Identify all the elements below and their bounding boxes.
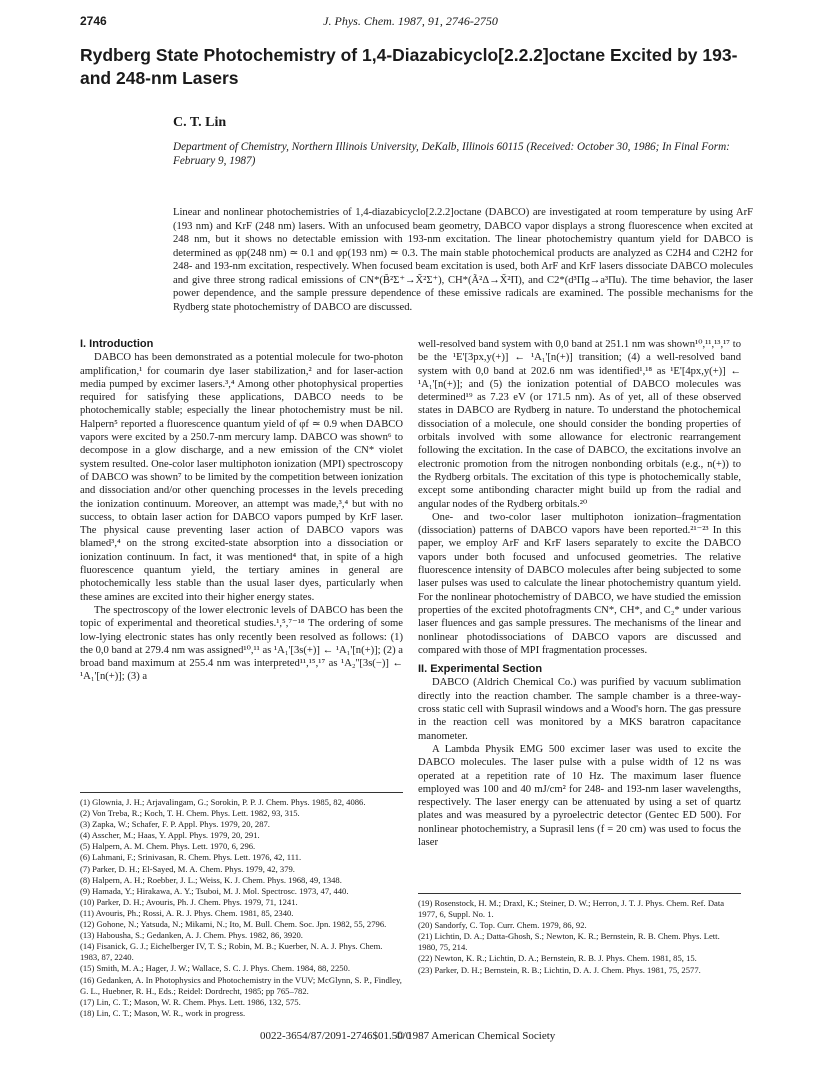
reference-item: (11) Avouris, Ph.; Rossi, A. R. J. Phys. Chem. 1981, 85, 2340.: [80, 907, 294, 918]
reference-item: (15) Smith, M. A.; Hager, J. W.; Wallace, S. C. J. Phys. Chem. 1984, 88, 2250.: [80, 963, 350, 974]
reference-item: (10) Parker, D. H.; Avouris, Ph. J. Chem. Phys. 1979, 71, 1241.: [80, 896, 298, 907]
left-references: [80, 797, 403, 1019]
reference-item: (14) Fisanick, G. J.; Eichelberger IV, T. S.; Robin, M. B.; Kuerber, N. A. J. Phys. Chem. 1983, 87, 2240.: [80, 941, 383, 963]
reference-item: (4) Asscher, M.; Haas, Y. Appl. Phys. 1979, 20, 291.: [80, 830, 260, 841]
right-footnote-rule: [418, 893, 741, 894]
reference-item: (6) Lahmani, F.; Srinivasan, R. Chem. Phys. Lett. 1976, 42, 111.: [80, 852, 302, 863]
footer-code: 0022-3654/87/2091-2746$01.50/0: [260, 1030, 412, 1042]
reference-item: (2) Von Treba, R.; Koch, T. H. Chem. Phys. Lett. 1982, 93, 315.: [80, 808, 300, 819]
reference-item: (23) Parker, D. H.; Bernstein, R. B.; Lichtin, D. A. J. Chem. Phys. 1981, 75, 2577.: [418, 964, 701, 975]
reference-item: (3) Zapka, W.; Schafer, F. P. Appl. Phys. 1979, 20, 287.: [80, 819, 270, 830]
right-paragraph-2: One- and two-color laser multiphoton ionization–fragmentation (dissociation) patterns of DABCO vapors have been reported.²¹⁻²³ In this paper, we employ ArF and KrF lasers separately to excite the DABCO vapors under both focused and unfocused geometries. The relative fluorescence intensity of DABCO molecules after being subjected to some laser pulses was used to calculate the linear photochemistry quantum yield. For the nonlinear photochemistry of DABCO, we have studied the emission properties of the excited photofragments CN*, CH*, and C₂* under various laser fluences and gas sample pressures. The mechanisms of the linear and nonlinear photodissociations of DABCO vapors are discussed and compared with those of MPI fragmentation processes.: [418, 511, 741, 656]
reference-item: (16) Gedanken, A. In Photophysics and Photochemistry in the VUV; McGlynn, S. P., Findley, G. L., Huebner, R. H., Eds.; Reidel: Dordrecht, 1985; pp 765–782.: [80, 974, 402, 996]
right-references: [418, 898, 741, 976]
reference-item: (19) Rosenstock, H. M.; Draxl, K.; Steiner, D. W.; Herron, J. T. J. Phys. Chem. Ref. Data 1977, 6, Suppl. No. 1.: [418, 898, 725, 920]
footer-copyright: © 1987 American Chemical Society: [396, 1030, 556, 1042]
reference-item: (1) Glownia, J. H.; Arjavalingam, G.; Sorokin, P. P. J. Chem. Phys. 1985, 82, 4086.: [80, 797, 366, 807]
article-title: Rydberg State Photochemistry of 1,4-Diazabicyclo[2.2.2]octane Excited by 193- and 248-nm Lasers: [80, 45, 738, 88]
experimental-paragraph-1: DABCO (Aldrich Chemical Co.) was purified by vacuum sublimation directly into the reaction chamber. The sample chamber is a three-way-cross static cell with Suprasil windows and a Wood's horn. The gas pressure in the reaction cell was monitored by a MKS baratron capacitance manometer.: [418, 677, 741, 742]
author-name: C. T. Lin: [173, 115, 227, 130]
experimental-paragraph-2: A Lambda Physik EMG 500 excimer laser was used to excite the DABCO molecules. The laser pulse with a pulse width of 12 ns was operated at a repetition rate of 10 Hz. The maximum laser fluence employed was 100 and 40 mJ/cm² for 248- and 193-nm laser wavelengths, respectively. The laser energy can be attenuated by using a set of quartz plates and was measured by a pyroelectric detector (Gentec ED 500). For nonlinear photochemistry, a Suprasil lens (f = 20 cm) was used to focus the laser: [418, 743, 741, 848]
reference-item: (8) Halpern, A. H.; Roebber, J. L.; Weiss, K. J. Chem. Phys. 1968, 49, 1348.: [80, 874, 342, 885]
abstract: Linear and nonlinear photochemistries of 1,4-diazabicyclo[2.2.2]octane (DABCO) are investigated at room temperature by using ArF (193 nm) and KrF (248 nm) lasers. With an unfocused beam geometry, DABCO vapor displays a strong fluorescence when excited at 248 nm, but it shows no detectable emission with 193-nm excitation. The linear photochemistry quantum yield for DABCO is determined as φp(248 nm) ≃ 0.1 and φp(193 nm) ≃ 0.3. The main stable photochemical products are analyzed as C2H4 and C2H2 for 248- and 193-nm excitation, respectively. When focused beam excitation is used, both ArF and KrF lasers dissociate DABCO molecules and give three strong radical emissions of CN*(B̃²Σ⁺→X̃²Σ⁺), CH*(Ã²Δ→X̃²Π), and C2*(d³Πg→a³Πu). The time behavior, the laser power dependence, and the sample pressure dependence of these emissive radicals are examined. The possible mechanisms for the Rydberg state photochemistry of DABCO are discussed.: [173, 207, 753, 313]
page-number: 2746: [80, 14, 107, 28]
journal-header: J. Phys. Chem. 1987, 91, 2746-2750: [323, 14, 498, 28]
author-affiliation: Department of Chemistry, Northern Illinois University, DeKalb, Illinois 60115 (Received: October 30, 1986; In Final Form: February 9, 1987): [173, 141, 730, 167]
reference-item: (18) Lin, C. T.; Mason, W. R., work in progress.: [80, 1007, 246, 1018]
intro-paragraph-2: The spectroscopy of the lower electronic levels of DABCO has been the topic of experimental and theoretical studies.¹,⁵,⁷⁻¹⁸ The ordering of some low-lying electronic states has only recently been resolved as follows: (1) the 0,0 band at 279.4 nm was assigned¹⁰,¹¹ as ¹A₁'[3s(+)] ← ¹A₁'[n(+)]; (2) a broad band maximum at 255.4 nm was interpreted¹¹,¹⁵,¹⁷ as ¹A₂''[3s(−)] ← ¹A₁'[n(+)]; (3) a: [80, 604, 403, 683]
reference-item: (17) Lin, C. T.; Mason, W. R. Chem. Phys. Lett. 1986, 132, 575.: [80, 996, 301, 1007]
right-continued-paragraph: well-resolved band system with 0,0 band at 251.1 nm was shown¹⁰,¹¹,¹³,¹⁷ to be the ¹E'[3px,y(+)] ← ¹A₁'[n(+)] transition; (4) a well-resolved band system with 0,0 band at 202.6 nm was identified¹,¹⁸ as ¹E'[4px,y(+)] ← ¹A₁'[n(+)]; and (5) the ionization potential of DABCO molecules was determined¹⁹ as 7.23 eV (or 171.5 nm). As of yet, all of these observed states in DABCO are Rydberg in nature. To understand the photochemical dissociation of a molecule, one should consider the bonding properties of orbitals involved with some allowance for electronic rearrangement following the excitation. In the case of DABCO, the excitations involve an electronic promotion from the nitrogen nonbonding orbitals (e.g., n(+)) to the Rydberg orbitals. The excitation of this type is photochemically stable, except some antibonding character might build up from the radial and angular nodes of the Rydberg orbitals.²⁰: [418, 339, 741, 510]
reference-item: (13) Habousha, S.; Gedanken, A. J. Chem. Phys. 1982, 86, 3920.: [80, 930, 303, 941]
intro-paragraph-1: DABCO has been demonstrated as a potential molecule for two-photon amplification,¹ for coumarin dye laser stabilization,² and for laser-action media pumped by excimer lasers.³,⁴ Among other photophysical properties required for satisfying these applications, DABCO needs to be photochemically stable; especially the linear photochemistry must be nil. Halpern⁵ reported a fluorescence quantum yield of φf ≃ 0.9 when DABCO vapors were excited by a 250.7-nm mercury lamp. DABCO was shown⁶ to decompose in a glow discharge, and a new emission of the CN* violet system resulted. One-color laser multiphoton ionization (MPI) spectroscopy of DABCO was shown⁷ to be limited by the competition between ionization and dissociation and/or other quenching processes in the levels preceding the ionization continuum. Moreover, an attempt was made,³,⁴ but with no success, to obtain laser action for DABCO vapors pumped by KrF laser. The physical cause preventing laser action of DABCO vapors was blamed³,⁴ on the strong excited-state absorption into a dissociation or ionization continuum. In fact, it was mentioned⁴ that, in spite of a high fluorescence quantum yield, the tertiary amines in general are photochemically less stable than the usual laser dyes, particularly when these amines are excited into their higher energy states.: [80, 352, 403, 603]
reference-item: (12) Gohone, N.; Yatsuda, N.; Mikami, N.; Ito, M. Bull. Chem. Soc. Jpn. 1982, 55, 2796.: [80, 919, 387, 930]
reference-item: (9) Hamada, Y.; Hirakawa, A. Y.; Tsuboi, M. J. Mol. Spectrosc. 1973, 47, 440.: [80, 885, 349, 896]
reference-item: (7) Parker, D. H.; El-Sayed, M. A. Chem. Phys. 1979, 42, 379.: [80, 863, 295, 874]
reference-item: (22) Newton, K. R.; Lichtin, D. A.; Bernstein, R. B. J. Phys. Chem. 1981, 85, 15.: [418, 953, 697, 964]
left-footnote-rule: [80, 792, 403, 793]
experimental-heading: II. Experimental Section: [418, 663, 543, 676]
reference-item: (20) Sandorfy, C. Top. Curr. Chem. 1979, 86, 92.: [418, 920, 587, 931]
left-column: [80, 338, 403, 684]
reference-item: (21) Lichtin, D. A.; Datta-Ghosh, S.; Newton, K. R.; Bernstein, R. B. Chem. Phys. Lett. 1980, 75, 214.: [418, 931, 720, 953]
intro-heading: I. Introduction: [80, 338, 154, 350]
reference-item: (5) Halpern, A. M. Chem. Phys. Lett. 1970, 6, 296.: [80, 841, 256, 852]
right-column: [418, 338, 741, 849]
